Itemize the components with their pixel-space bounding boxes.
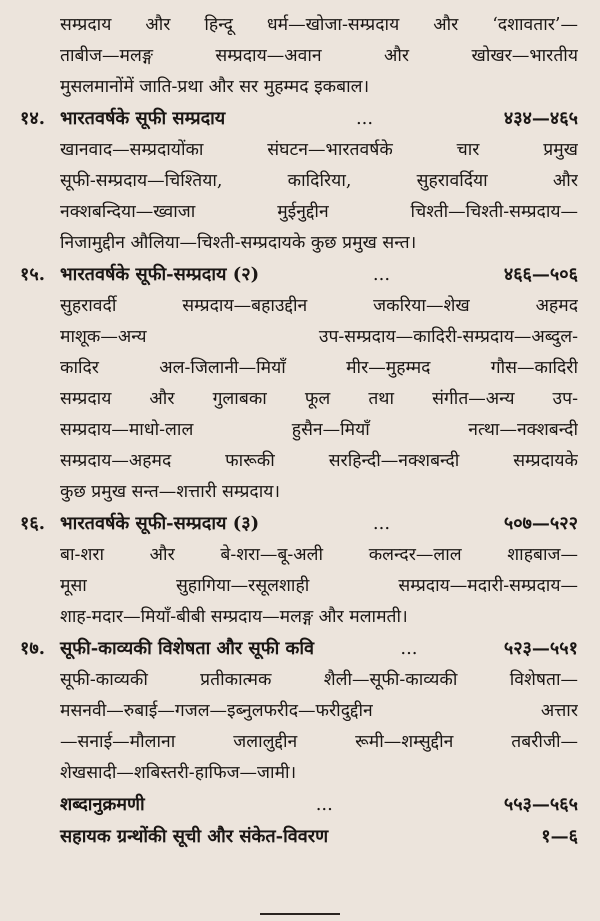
chapter-number: १४. [20, 108, 45, 129]
leader-dots: ... [315, 794, 333, 815]
chapter-14-heading [20, 103, 578, 135]
index-heading [20, 789, 578, 821]
chapter-summary-line: कुछ प्रमुख सन्त—शत्तारी सम्प्रदाय। [60, 482, 281, 502]
leader-dots: ... [372, 264, 391, 285]
chapter-summary-line: सूफी-काव्यकी प्रतीकात्मक शैली—सूफी-काव्यकी विशेषता— [60, 670, 578, 690]
chapter-summary-line: मसनवी—रुबाई—गजल—इब्नुलफरीद—फरीदुद्दीन अत्तार [60, 701, 578, 721]
page-range: ४६६—५०६ [503, 264, 578, 285]
chapter-16-heading [20, 508, 578, 540]
chapter-summary-line: कादिर अल-जिलानी—मियाँ मीर—मुहम्मद गौस—कादिरी [60, 358, 578, 378]
chapter-number: १६. [20, 513, 45, 534]
chapter-summary-line: सुहरावर्दी सम्प्रदाय—बहाउद्दीन जकरिया—शेख अहमद [60, 296, 578, 316]
chapter-summary-line: सम्प्रदाय—अहमद फारूकी सरहिन्दी—नक्शबन्दी सम्प्रदायके [60, 451, 578, 471]
leader-dots: ... [355, 108, 374, 129]
chapter-number: १७. [20, 638, 45, 659]
continuation-line-2: ताबीज—मलङ्ग सम्प्रदाय—अवान और खोखर—भारतीय [60, 46, 578, 66]
chapter-17-heading [20, 633, 578, 665]
leader-dots: ... [372, 513, 391, 534]
chapter-title: सूफी-काव्यकी विशेषता और सूफी कवि [60, 638, 315, 659]
chapter-summary-line: —सनाई—मौलाना जलालुद्दीन रूमी—शम्सुद्दीन तबरीजी— [60, 732, 578, 752]
leader-dots: ... [400, 638, 418, 659]
bibliography-title: सहायक ग्रन्थोंकी सूची और संकेत-विवरण [60, 826, 329, 847]
chapter-summary-line: निजामुद्दीन औलिया—चिश्ती-सम्प्रदायके कुछ प्रमुख सन्त। [60, 233, 417, 253]
chapter-summary-line: नक्शबन्दिया—ख्वाजा मुईनुद्दीन चिश्ती—चिश्ती-सम्प्रदाय— [60, 202, 578, 222]
chapter-title: भारतवर्षके सूफी-सम्प्रदाय (३) [60, 513, 260, 534]
chapter-summary-line: माशूक—अन्य उप-सम्प्रदाय—कादिरी-सम्प्रदाय—अब्दुल- [60, 327, 578, 347]
chapter-15-heading [20, 259, 578, 291]
chapter-summary-line: सम्प्रदाय—माधो-लाल हुसैन—मियाँ नत्था—नक्शबन्दी [60, 420, 578, 440]
page-range: ५२३—५५१ [503, 638, 578, 659]
chapter-title: भारतवर्षके सूफी सम्प्रदाय [60, 108, 226, 129]
chapter-summary-line: शेखसादी—शबिस्तरी-हाफिज—जामी। [60, 763, 297, 783]
chapter-number: १५. [20, 264, 45, 285]
chapter-summary-line: सम्प्रदाय और गुलाबका फूल तथा संगीत—अन्य उप- [60, 389, 578, 409]
continuation-line-3: मुसलमानोंमें जाति-प्रथा और सर मुहम्मद इकबाल। [60, 77, 370, 97]
bibliography-heading [20, 821, 578, 853]
page-range: ५०७—५२२ [503, 513, 578, 534]
chapter-summary-line: शाह-मदार—मियाँ-बीबी सम्प्रदाय—मलङ्ग और मलामती। [60, 607, 408, 627]
end-rule [260, 913, 340, 915]
page-range: ४३४—४६५ [503, 108, 578, 129]
chapter-summary-line: बा-शरा और बे-शरा—बू-अली कलन्दर—लाल शाहबाज— [60, 545, 578, 565]
continuation-line-1: सम्प्रदाय और हिन्दू धर्म—खोजा-सम्प्रदाय और ‘दशावतार’— [60, 15, 578, 35]
chapter-summary-line: खानवाद—सम्प्रदायोंका संघटन—भारतवर्षके चार प्रमुख [60, 140, 578, 160]
chapter-summary-line: मूसा सुहागिया—रसूलशाही सम्प्रदाय—मदारी-सम्प्रदाय— [60, 576, 578, 596]
page-range: ५५३—५६५ [503, 794, 578, 815]
chapter-summary-line: सूफी-सम्प्रदाय—चिश्तिया, कादिरिया, सुहरावर्दिया और [60, 171, 578, 191]
index-title: शब्दानुक्रमणी [60, 794, 145, 815]
page-range: १—६ [541, 826, 578, 847]
chapter-title: भारतवर्षके सूफी-सम्प्रदाय (२) [60, 264, 260, 285]
